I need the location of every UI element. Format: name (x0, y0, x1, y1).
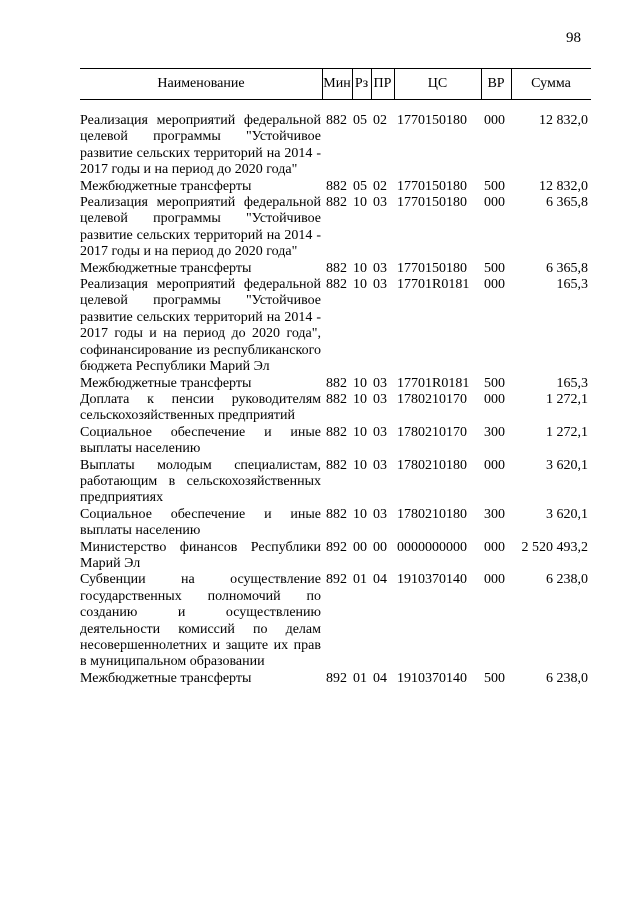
row-sum: 6 238,0 (546, 670, 588, 686)
row-cs: 1770150180 (397, 195, 467, 211)
row-min: 892 (326, 572, 347, 588)
row-min: 882 (326, 113, 347, 128)
row-cs: 17701R0181 (397, 375, 470, 391)
row-cs: 0000000000 (397, 539, 467, 555)
column-divider (481, 68, 482, 100)
table-row (80, 113, 591, 179)
row-name: Министерство финансов Республики Марий Эл (80, 539, 321, 571)
column-divider (394, 68, 395, 100)
row-sum: 1 272,1 (546, 424, 588, 440)
row-vr: 000 (484, 539, 505, 555)
row-name: Реализация мероприятий федеральной целевой программы "Устойчивое развитие сельских территорий на 2014 - 2017 годы и на период до 2020 года", софинансирование из республиканского бюджета Республики Марий Эл (80, 277, 321, 375)
row-sum: 165,3 (556, 375, 588, 391)
row-vr: 000 (484, 277, 505, 293)
row-min: 882 (326, 260, 347, 276)
row-min: 882 (326, 391, 347, 407)
row-sum: 3 620,1 (546, 506, 588, 522)
page-number: 98 (566, 30, 581, 46)
row-cs: 1770150180 (397, 178, 467, 194)
table-row (80, 458, 591, 507)
row-cs: 1780210170 (397, 391, 467, 407)
row-cs: 1780210170 (397, 424, 467, 440)
row-name: Межбюджетные трансферты (80, 178, 252, 194)
row-rz: 01 (353, 572, 367, 588)
row-pr: 03 (373, 457, 387, 473)
row-name: Межбюджетные трансферты (80, 260, 252, 276)
row-cs: 17701R0181 (397, 277, 470, 293)
row-vr: 000 (484, 391, 505, 407)
row-rz: 10 (353, 424, 367, 440)
table-row (80, 195, 591, 261)
row-name: Доплата к пенсии руководителям сельскохозяйственных предприятий (80, 391, 321, 424)
row-rz: 10 (353, 457, 367, 473)
column-divider (322, 68, 323, 100)
row-min: 882 (326, 178, 347, 194)
row-min: 882 (326, 277, 347, 293)
row-sum: 1 272,1 (546, 391, 588, 407)
header-cs: ЦС (427, 76, 448, 91)
row-rz: 10 (353, 391, 367, 407)
column-divider (371, 68, 372, 100)
row-sum: 3 620,1 (546, 457, 588, 473)
row-cs: 1780210180 (397, 457, 467, 473)
row-name: Субвенции на осуществление государственных полномочий по созданию и осуществлению деятельности комиссий по делам несовершеннолетних и защите их прав в муниципальном образовании (80, 572, 321, 670)
row-vr: 000 (484, 572, 505, 588)
row-rz: 05 (353, 178, 367, 194)
row-vr: 500 (484, 670, 505, 686)
column-divider (352, 68, 353, 100)
row-sum: 6 238,0 (546, 572, 588, 588)
row-pr: 03 (373, 424, 387, 440)
table-row (80, 671, 591, 687)
row-rz: 10 (353, 277, 367, 293)
header-rz: Рз (354, 76, 369, 91)
row-rz: 10 (353, 195, 367, 211)
column-divider (511, 68, 512, 100)
row-sum: 12 832,0 (539, 113, 588, 128)
row-pr: 02 (373, 113, 387, 128)
table-row (80, 572, 591, 670)
row-name: Реализация мероприятий федеральной целевой программы "Устойчивое развитие сельских территорий на 2014 - 2017 годы и на период до 2020 года" (80, 113, 321, 178)
row-cs: 1910370140 (397, 572, 467, 588)
row-name: Социальное обеспечение и иные выплаты населению (80, 506, 321, 539)
header-pr: ПР (373, 76, 392, 91)
row-min: 892 (326, 670, 347, 686)
header-vr: ВР (487, 76, 505, 91)
row-pr: 03 (373, 506, 387, 522)
row-rz: 10 (353, 506, 367, 522)
row-cs: 1910370140 (397, 670, 467, 686)
row-cs: 1770150180 (397, 260, 467, 276)
row-vr: 300 (484, 424, 505, 440)
table-row (80, 179, 591, 195)
row-rz: 05 (353, 113, 367, 128)
header-sum: Сумма (531, 76, 571, 91)
row-vr: 300 (484, 506, 505, 522)
row-rz: 00 (353, 539, 367, 555)
row-pr: 03 (373, 260, 387, 276)
table-row (80, 261, 591, 277)
row-vr: 500 (484, 178, 505, 194)
row-pr: 03 (373, 277, 387, 293)
row-vr: 500 (484, 260, 505, 276)
header-min: Мин (323, 76, 351, 91)
row-cs: 1770150180 (397, 113, 467, 128)
row-rz: 01 (353, 670, 367, 686)
table-row (80, 540, 591, 573)
row-cs: 1780210180 (397, 506, 467, 522)
row-min: 882 (326, 424, 347, 440)
row-min: 882 (326, 375, 347, 391)
row-name: Межбюджетные трансферты (80, 670, 252, 686)
row-sum: 2 520 493,2 (521, 539, 588, 555)
row-sum: 12 832,0 (539, 178, 588, 194)
row-sum: 6 365,8 (546, 260, 588, 276)
row-name: Выплаты молодым специалистам, работающим в сельскохозяйственных предприятиях (80, 457, 321, 506)
row-pr: 03 (373, 375, 387, 391)
row-vr: 000 (484, 113, 505, 128)
table-row (80, 507, 591, 540)
row-name: Реализация мероприятий федеральной целевой программы "Устойчивое развитие сельских территорий на 2014 - 2017 годы и на период до 2020 года" (80, 195, 321, 260)
table-header (80, 68, 591, 100)
row-name: Социальное обеспечение и иные выплаты населению (80, 424, 321, 457)
row-sum: 6 365,8 (546, 195, 588, 211)
row-pr: 03 (373, 195, 387, 211)
row-vr: 000 (484, 195, 505, 211)
table-row (80, 277, 591, 375)
header-name: Наименование (157, 76, 245, 91)
table-row (80, 425, 591, 458)
row-sum: 165,3 (556, 277, 588, 293)
row-rz: 10 (353, 260, 367, 276)
row-vr: 000 (484, 457, 505, 473)
table-row (80, 392, 591, 425)
row-vr: 500 (484, 375, 505, 391)
row-pr: 03 (373, 391, 387, 407)
row-name: Межбюджетные трансферты (80, 375, 252, 391)
row-pr: 04 (373, 670, 387, 686)
row-pr: 02 (373, 178, 387, 194)
row-min: 882 (326, 195, 347, 211)
row-min: 882 (326, 506, 347, 522)
row-min: 892 (326, 539, 347, 555)
row-min: 882 (326, 457, 347, 473)
table-row (80, 376, 591, 392)
table-body (80, 113, 591, 687)
row-pr: 00 (373, 539, 387, 555)
row-rz: 10 (353, 375, 367, 391)
row-pr: 04 (373, 572, 387, 588)
